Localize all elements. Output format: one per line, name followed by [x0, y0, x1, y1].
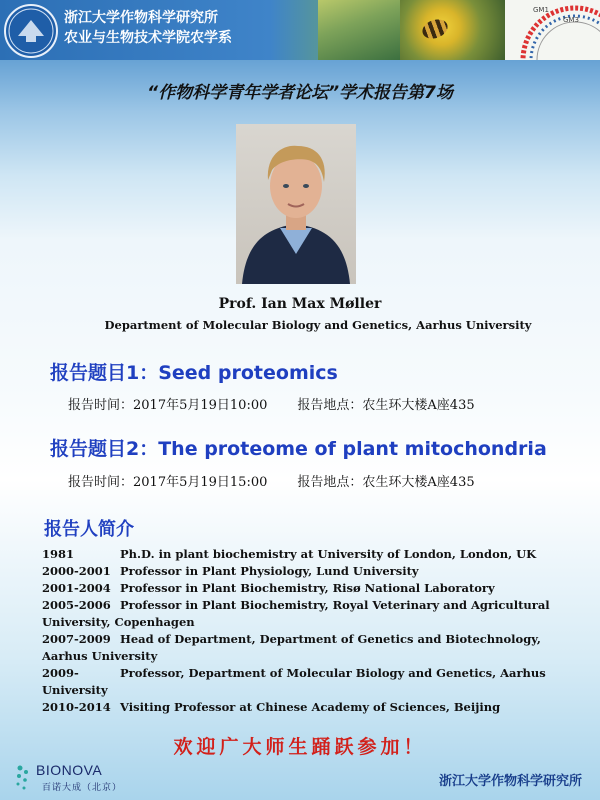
- forum-title: “作物科学青年学者论坛”学术报告第7场: [147, 83, 453, 103]
- talk-1-title: 报告题目1：Seed proteomics: [50, 362, 338, 384]
- welcome-message: 欢迎广大师生踊跃参加！: [173, 736, 427, 758]
- speaker-name: Prof. Ian Max Møller: [218, 296, 382, 312]
- genome-label: GM3: [563, 16, 579, 24]
- place-label: 报告地点：: [297, 475, 363, 490]
- talk-place: 农生环大楼A座435: [362, 398, 475, 413]
- time-label: 报告时间：: [68, 475, 134, 490]
- bio-entry: [42, 631, 582, 665]
- footer-organization: 浙江大学作物科学研究所: [438, 774, 582, 789]
- bio-entry: [42, 699, 582, 716]
- bio-text: Professor in Plant Biochemistry, Risø National Laboratory: [120, 581, 495, 595]
- bio-text: Professor, Department of Molecular Biology and Genetics, Aarhus University: [42, 666, 546, 697]
- bio-year: 2007-2009: [42, 632, 111, 646]
- bio-entry: [42, 597, 582, 631]
- talk-place: 农生环大楼A座435: [362, 475, 475, 490]
- talk-2-info: [68, 471, 475, 490]
- bio-year: 2009-: [42, 666, 79, 680]
- bio-entry: [42, 563, 582, 580]
- speaker-portrait: [236, 124, 356, 284]
- institute-line-1: 浙江大学作物科学研究所: [64, 10, 218, 26]
- talk-2-title: 报告题目2：The proteome of plant mitochondria: [50, 438, 547, 460]
- bionova-dots-icon: [14, 762, 36, 792]
- bio-text: Professor in Plant Biochemistry, Royal Veterinary and Agricultural University, Copenhagen: [42, 598, 550, 629]
- bio-entry: [42, 546, 582, 563]
- time-label: 报告时间：: [68, 398, 134, 413]
- header-banner: [0, 0, 600, 60]
- talk-1-info: [68, 394, 475, 413]
- bio-year: 2001-2004: [42, 581, 111, 595]
- institute-name: [64, 8, 232, 48]
- person-photo-icon: [236, 124, 356, 284]
- sponsor-logo: [14, 760, 154, 796]
- genome-label: GM1: [533, 6, 549, 14]
- sponsor-name: BIONOVA: [36, 762, 103, 778]
- bio-year: 2005-2006: [42, 598, 111, 612]
- bio-text: Head of Department, Department of Genetics and Biotechnology, Aarhus University: [42, 632, 541, 663]
- bio-year: 2010-2014: [42, 700, 111, 714]
- talk-time: 2017年5月19日15:00: [133, 475, 268, 490]
- university-logo: [4, 4, 58, 58]
- talk-time: 2017年5月19日10:00: [133, 398, 268, 413]
- bio-text: Ph.D. in plant biochemistry at University of London, London, UK: [120, 547, 537, 561]
- genome-map-graphic: [505, 0, 600, 60]
- bio-year: 2000-2001: [42, 564, 111, 578]
- bio-heading: 报告人简介: [44, 519, 134, 540]
- bio-list: [42, 546, 582, 716]
- institute-line-2: 农业与生物技术学院农学系: [64, 30, 232, 46]
- rapeseed-flower-photo: [400, 0, 505, 60]
- place-label: 报告地点：: [297, 398, 363, 413]
- genome-circle-icon: [505, 0, 600, 60]
- bio-entry: [42, 580, 582, 597]
- bio-text: Visiting Professor at Chinese Academy of Sciences, Beijing: [120, 700, 501, 714]
- bio-text: Professor in Plant Physiology, Lund University: [120, 564, 419, 578]
- speaker-affiliation: Department of Molecular Biology and Genetics, Aarhus University: [104, 318, 532, 332]
- bio-year: 1981: [42, 547, 75, 561]
- university-seal-icon: [6, 6, 60, 60]
- sponsor-subtitle: 百诺大成（北京）: [42, 783, 123, 793]
- bio-entry: [42, 665, 582, 699]
- rice-field-photo: [318, 0, 400, 60]
